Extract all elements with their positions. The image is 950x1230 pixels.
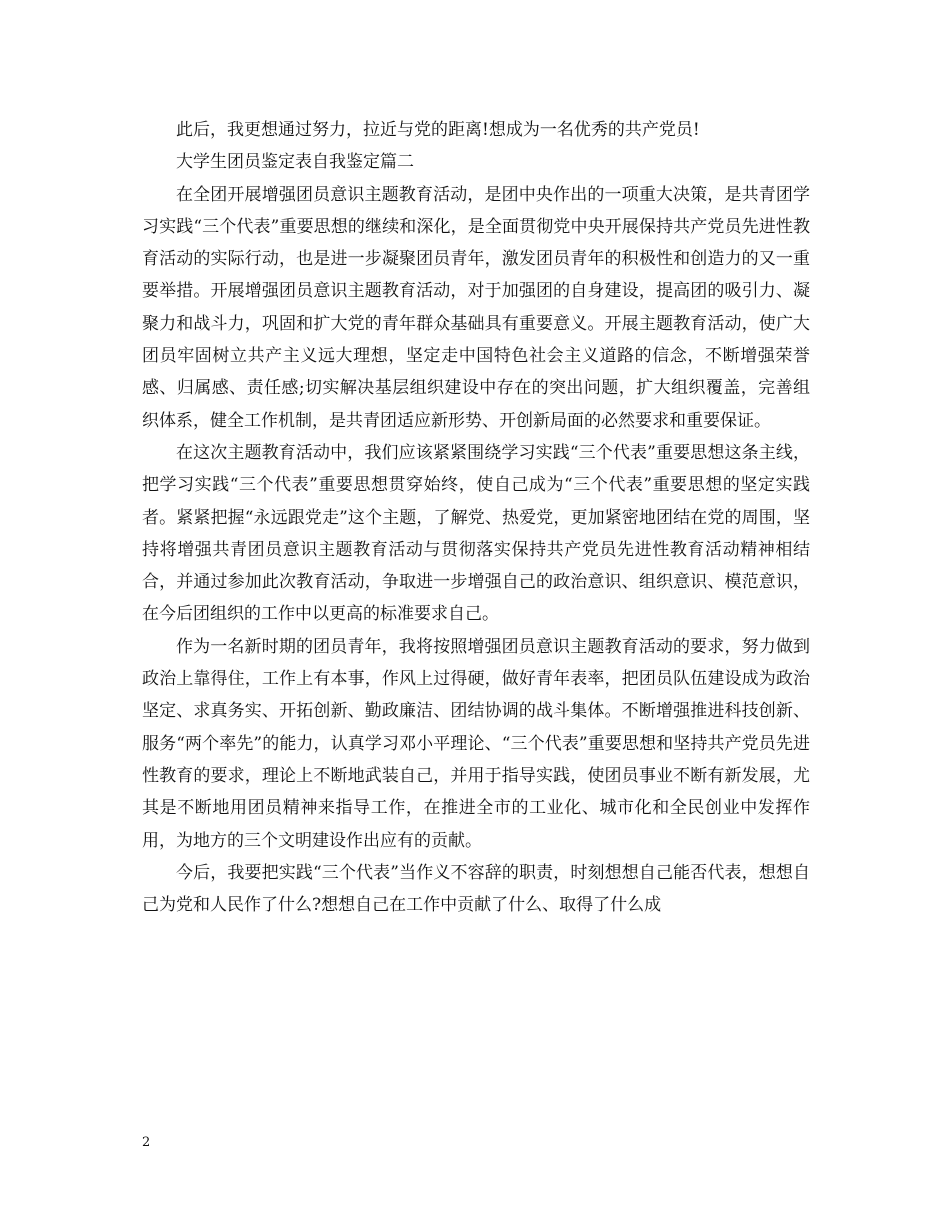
paragraph-closing-remark: 此后，我更想通过努力，拉近与党的距离!想成为一名优秀的共产党员! — [176, 120, 700, 140]
paragraph-commitment: 作为一名新时期的团员青年，我将按照增强团员意识主题教育活动的要求，努力做到政治上靠得住，工作上有本事，作风上过得硬，做好青年表率，把团员队伍建设成为政治坚定、求真务实、开拓创新、勤政廉洁、团结协调的战斗集体。不断增强推进科技创新、服务“两个率先”的能力，认真学习邓小平理论、“三个代表”重要思想和坚持共产党员先进性教育的要求，理论上不断地武装自己，并用于指导实践，使团员事业不断有新发展，尤其是不断地用团员精神来指导工作，在推进全市的工业化、城市化和全民创业中发挥作用，为地方的三个文明建设作出应有的贡献。 — [142, 636, 810, 851]
document-body — [142, 114, 810, 921]
paragraph-intro: 在全团开展增强团员意识主题教育活动，是团中央作出的一项重大决策，是共青团学习实践“三个代表”重要思想的继续和深化，是全面贯彻党中央开展保持共产党员先进性教育活动的实际行动，也是进一步凝聚团员青年，激发团员青年的积极性和创造力的又一重要举措。开展增强团员意识主题教育活动，对于加强团的自身建设，提高团的吸引力、凝聚力和战斗力，巩固和扩大党的青年群众基础具有重要意义。开展主题教育活动，使广大团员牢固树立共产主义远大理想，坚定走中国特色社会主义道路的信念，不断增强荣誉感、归属感、责任感;切实解决基层组织建设中存在的突出问题，扩大组织覆盖，完善组织体系，健全工作机制，是共青团适应新形势、开创新局面的必然要求和重要保证。 — [142, 184, 810, 431]
paragraph-activity: 在这次主题教育活动中，我们应该紧紧围绕学习实践“三个代表”重要思想这条主线，把学习实践“三个代表”重要思想贯穿始终，使自己成为“三个代表”重要思想的坚定实践者。紧紧把握“永远跟党走”这个主题，了解党、热爱党，更加紧密地团结在党的周围，坚持将增强共青团员意识主题教育活动与贯彻落实保持共产党员先进性教育活动精神相结合，并通过参加此次教育活动，争取进一步增强自己的政治意识、组织意识、模范意识，在今后团组织的工作中以更高的标准要求自己。 — [142, 442, 810, 625]
paragraph-future: 今后，我要把实践“三个代表”当作义不容辞的职责，时刻想想自己能否代表，想想自己为党和人民作了什么?想想自己在工作中贡献了什么、取得了什么成 — [142, 862, 810, 916]
page-number: 2 — [142, 1135, 151, 1150]
section-heading: 大学生团员鉴定表自我鉴定篇二 — [176, 152, 414, 173]
